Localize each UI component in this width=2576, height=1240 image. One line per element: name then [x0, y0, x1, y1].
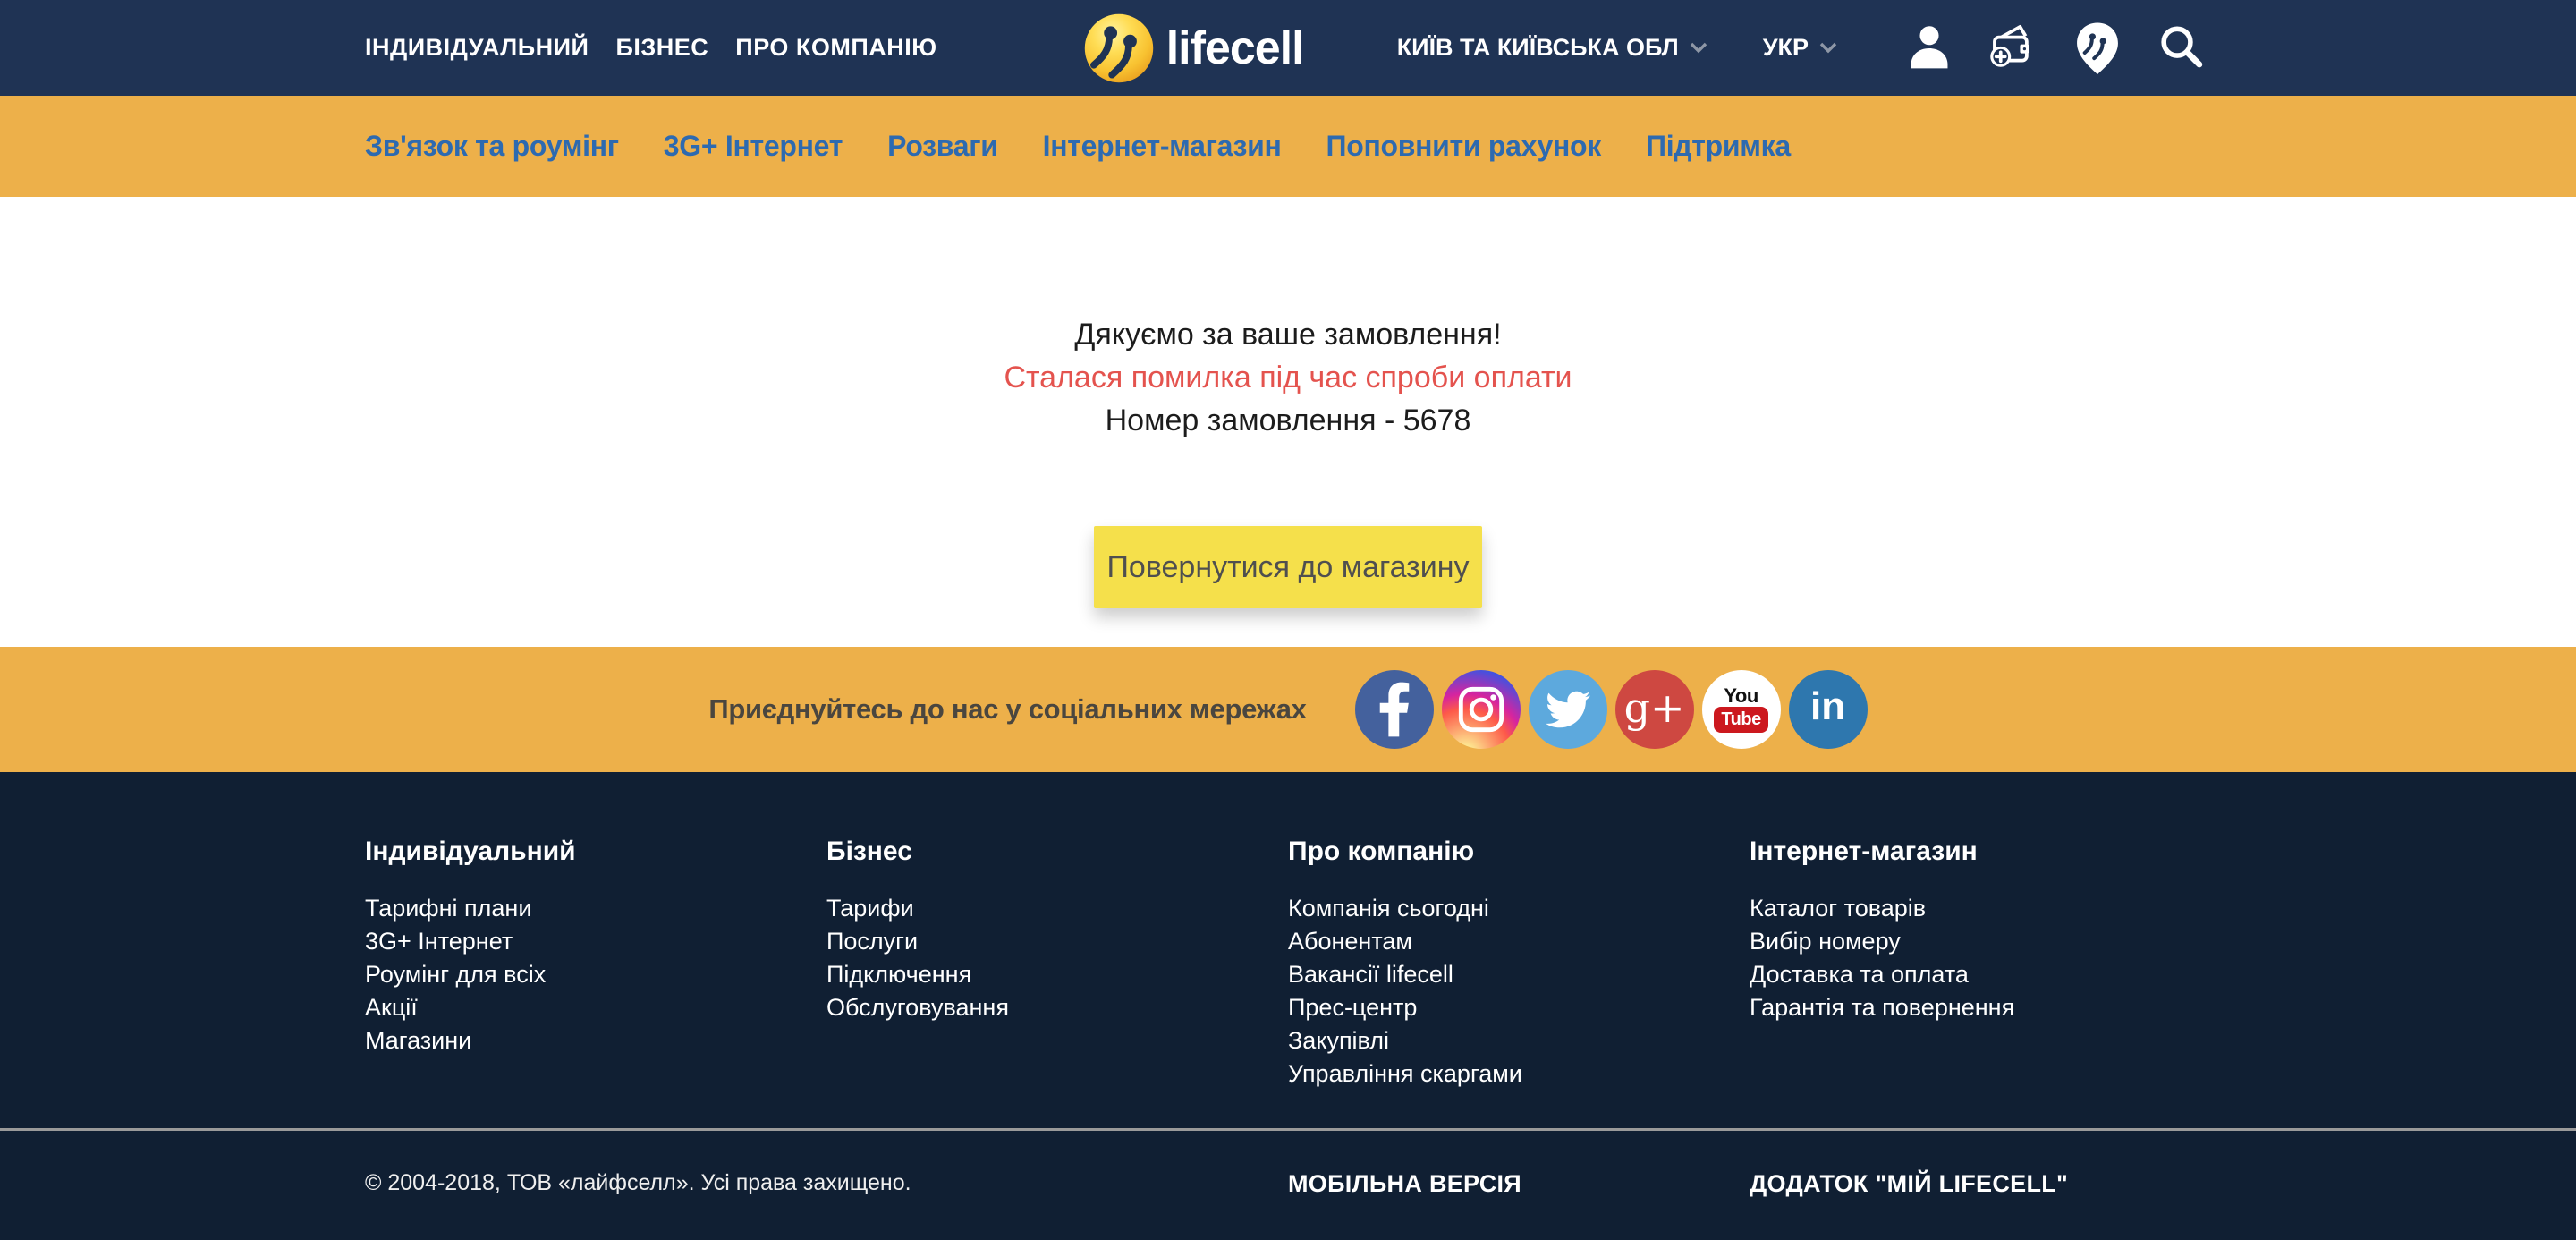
footer-link[interactable]: Прес-центр: [1288, 994, 1418, 1021]
mobile-version-link[interactable]: МОБІЛЬНА ВЕРСІЯ: [1288, 1170, 1521, 1197]
footer-link[interactable]: Доставка та оплата: [1750, 961, 1969, 988]
nav-top-up[interactable]: Поповнити рахунок: [1326, 130, 1601, 162]
footer: [0, 772, 2576, 1240]
copyright-text: © 2004-2018, ТОВ «лайфселл». Усі права захищено.: [365, 1170, 911, 1195]
footer-col-title: Бізнес: [826, 837, 912, 866]
footer-link[interactable]: Закупівлі: [1288, 1027, 1390, 1054]
footer-link[interactable]: Тарифи: [826, 895, 914, 922]
back-to-store-button[interactable]: Повернутися до магазину: [1094, 526, 1482, 608]
twitter-icon[interactable]: [1529, 670, 1607, 749]
header-controls: [1397, 21, 2209, 76]
language-selector-label: УКР: [1762, 34, 1809, 61]
chevron-down-icon: [1819, 42, 1837, 54]
chevron-down-icon: [1690, 42, 1707, 54]
footer-link[interactable]: Підключення: [826, 961, 972, 988]
footer-col-about: [1288, 837, 1750, 1091]
youtube-tube-text: Tube: [1714, 707, 1767, 733]
footer-link[interactable]: Магазини: [365, 1027, 472, 1054]
header-icons: [1902, 21, 2209, 76]
footer-link[interactable]: Тарифні плани: [365, 895, 532, 922]
youtube-icon[interactable]: [1702, 670, 1781, 749]
lifecell-logo-icon: [1084, 13, 1154, 83]
region-selector-label: КИЇВ ТА КИЇВСЬКА ОБЛ: [1396, 34, 1679, 61]
order-messages: [0, 197, 2576, 442]
footer-link[interactable]: Вакансії lifecell: [1288, 961, 1453, 988]
top-header-inner: [0, 0, 2576, 96]
logo-wordmark: lifecell: [1165, 21, 1304, 74]
payment-error-message: Сталася помилка під час спроби оплати: [1004, 361, 1572, 395]
facebook-icon[interactable]: [1355, 670, 1434, 749]
footer-col-business: [826, 837, 1288, 1091]
footer-col-title: Індивідуальний: [365, 837, 576, 866]
footer-bottom: [0, 1131, 2576, 1198]
footer-link[interactable]: Послуги: [826, 928, 919, 955]
lifecell-logo[interactable]: [1030, 13, 1304, 83]
order-result-section: [0, 197, 2576, 647]
google-plus-glyph: g+: [1623, 684, 1685, 732]
footer-link[interactable]: Обслуговування: [826, 994, 1009, 1021]
thanks-message: Дякуємо за ваше замовлення!: [1074, 318, 1502, 352]
store-locator-pin-icon[interactable]: [2070, 21, 2125, 76]
footer-col-title: Про компанію: [1288, 837, 1475, 866]
footer-link[interactable]: Вибір номеру: [1750, 928, 1901, 955]
footer-columns: [0, 772, 2576, 1091]
footer-link[interactable]: 3G+ Інтернет: [365, 928, 513, 955]
search-icon[interactable]: [2154, 21, 2209, 76]
linkedin-icon[interactable]: [1789, 670, 1868, 749]
nav-entertainment[interactable]: Розваги: [887, 130, 998, 162]
footer-link[interactable]: Управління скаргами: [1288, 1060, 1522, 1087]
footer-col-store: [1750, 837, 2211, 1091]
nav-about-company[interactable]: ПРО КОМПАНІЮ: [735, 34, 937, 61]
footer-link[interactable]: Гарантія та повернення: [1750, 994, 2015, 1021]
nav-support[interactable]: Підтримка: [1646, 130, 1791, 162]
my-lifecell-app-link[interactable]: ДОДАТОК "МІЙ LIFECELL": [1750, 1170, 2069, 1197]
social-icons: [1355, 670, 1868, 749]
footer-link[interactable]: Абонентам: [1288, 928, 1412, 955]
nav-individual[interactable]: ІНДИВІДУАЛЬНИЙ: [365, 34, 589, 61]
order-number: Номер замовлення - 5678: [1105, 403, 1471, 437]
region-selector[interactable]: [1397, 34, 1707, 62]
topup-wallet-icon[interactable]: [1986, 21, 2041, 76]
top-header: [0, 0, 2576, 96]
footer-link[interactable]: Компанія сьогодні: [1288, 895, 1489, 922]
footer-col-individual: [365, 837, 826, 1091]
primary-nav: [0, 96, 2576, 197]
nav-online-store[interactable]: Інтернет-магазин: [1042, 130, 1282, 162]
nav-roaming[interactable]: Зв'язок та роумінг: [365, 130, 619, 162]
youtube-you-text: You: [1724, 684, 1758, 707]
linkedin-glyph: in: [1810, 684, 1846, 728]
footer-link[interactable]: Каталог товарів: [1750, 895, 1927, 922]
audience-nav: [365, 34, 937, 62]
nav-3g-internet[interactable]: 3G+ Інтернет: [663, 130, 843, 162]
nav-business[interactable]: БІЗНЕС: [615, 34, 709, 61]
footer-link[interactable]: Акції: [365, 994, 418, 1021]
google-plus-icon[interactable]: [1615, 670, 1694, 749]
social-strip: [0, 647, 2576, 772]
language-selector[interactable]: [1763, 34, 1837, 62]
social-strip-title: Приєднуйтесь до нас у соціальних мережах: [708, 693, 1307, 725]
instagram-icon[interactable]: [1442, 670, 1521, 749]
footer-col-title: Інтернет-магазин: [1750, 837, 1978, 866]
footer-link[interactable]: Роумінг для всіх: [365, 961, 547, 988]
user-icon[interactable]: [1902, 21, 1957, 76]
